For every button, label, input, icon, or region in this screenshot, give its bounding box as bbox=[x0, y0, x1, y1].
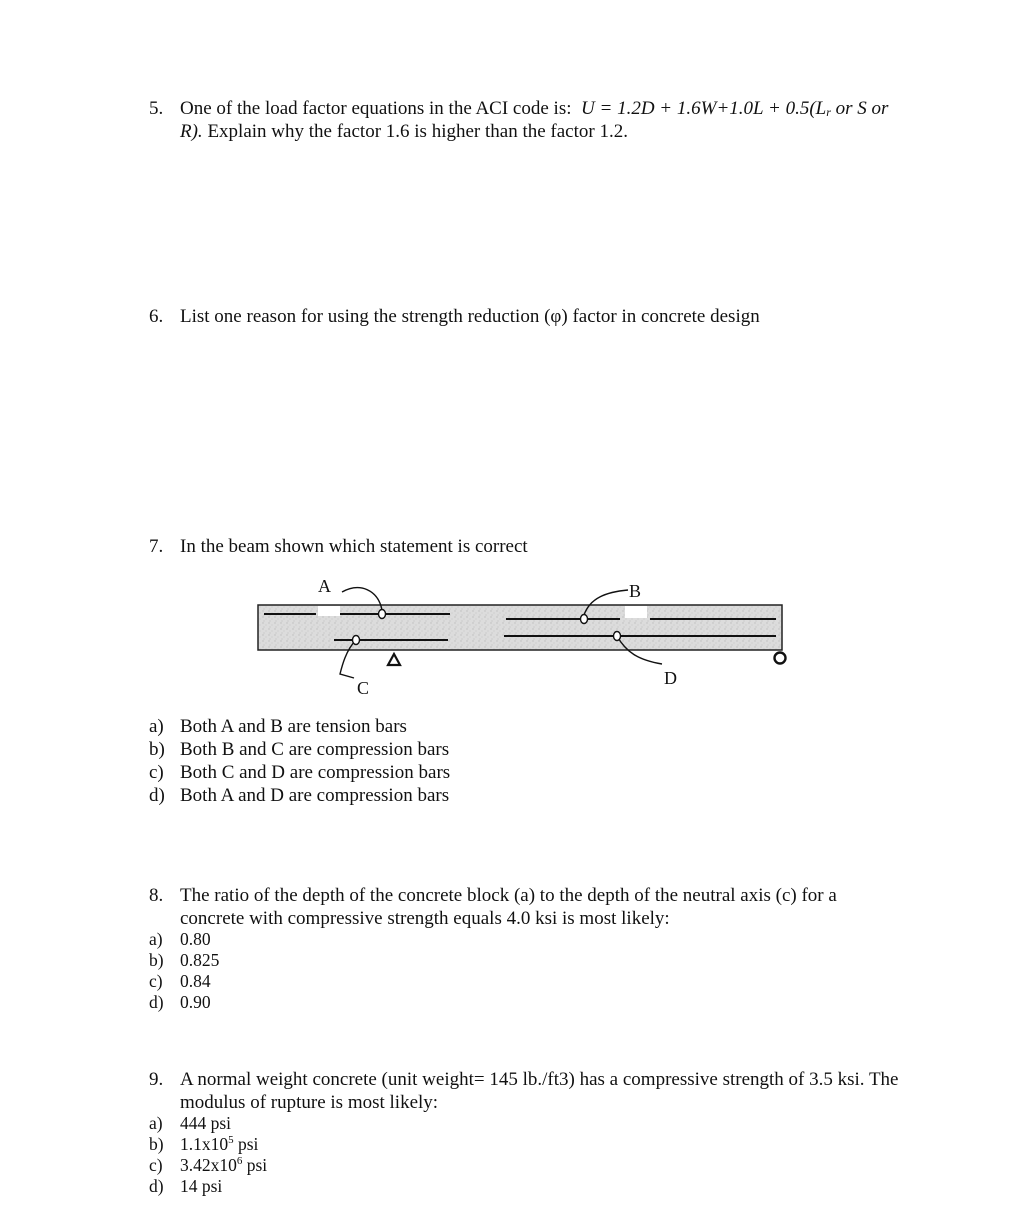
equation: $U = 1.2D + 1.6W+1.0L + 0.5(L_r$ or S or R). bbox=[180, 98, 889, 142]
label-d: D bbox=[664, 668, 677, 688]
question-number: 8. bbox=[149, 885, 164, 906]
question-7 bbox=[149, 535, 949, 558]
question-text: In the beam shown which statement is correct bbox=[180, 536, 528, 557]
question-6 bbox=[149, 305, 949, 328]
question-text: List one reason for using the strength reduction (φ) factor in concrete design bbox=[180, 306, 760, 327]
question-text: One of the load factor equations in the ACI code is: $U = 1.2D + 1.6W+1.0L + 0.5(L_r$ or S or R). Explain why the factor 1.6 is higher than the factor 1.2. bbox=[180, 98, 889, 142]
label-a: A bbox=[318, 576, 331, 596]
question-8 bbox=[149, 884, 889, 930]
question-number: 6. bbox=[149, 306, 164, 327]
question-number: 7. bbox=[149, 536, 164, 557]
question-number: 9. bbox=[149, 1069, 164, 1090]
beam-diagram bbox=[250, 568, 810, 703]
question-5 bbox=[149, 97, 949, 143]
label-b: B bbox=[629, 581, 642, 601]
label-c: C bbox=[357, 678, 370, 698]
question-text: A normal weight concrete (unit weight= 145 lb./ft3) has a compressive strength of 3.5 ksi. The modulus of rupture is most likely: bbox=[180, 1069, 899, 1113]
pin-support bbox=[388, 654, 400, 665]
question-9 bbox=[149, 1068, 919, 1114]
roller-support bbox=[775, 653, 786, 664]
question-number: 5. bbox=[149, 98, 164, 119]
question-text: The ratio of the depth of the concrete block (a) to the depth of the neutral axis (c) for a concrete with compressive strength equals 4.0 ksi is most likely: bbox=[180, 885, 837, 929]
